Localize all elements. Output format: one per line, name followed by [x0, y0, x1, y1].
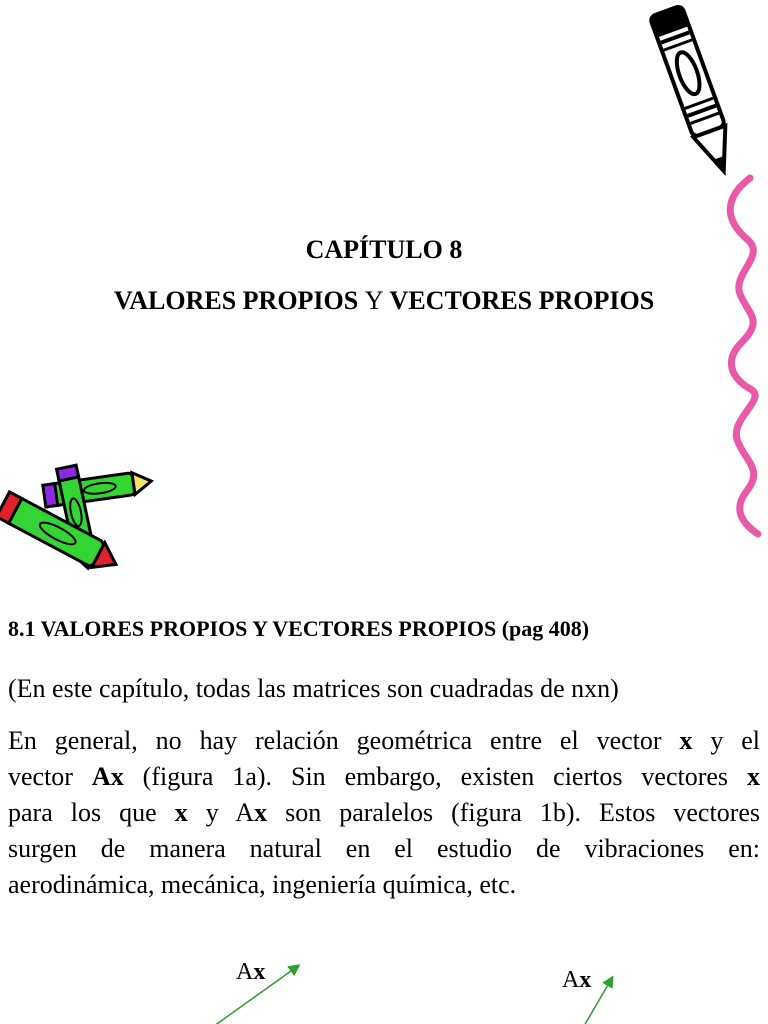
paragraph-line-5: aerodinámica, mecánica, ingeniería química, etc. — [8, 870, 517, 899]
figure-1b-label: Ax — [562, 967, 592, 993]
subtitle-part2: Y — [364, 286, 384, 315]
vector-ax-arrow-1b — [584, 978, 612, 1024]
section-heading: 8.1 VALORES PROPIOS Y VECTORES PROPIOS (pag 408) — [8, 616, 590, 641]
paragraph-line-4: surgen de manera natural en el estudio de vibraciones en: — [8, 834, 760, 863]
paragraph-line-1: En general, no hay relación geométrica entre el vector x y el — [8, 726, 761, 755]
chapter-subtitle — [0, 284, 768, 318]
chapter-title: CAPÍTULO 8 — [305, 235, 463, 264]
vector-arrows-figure — [0, 940, 768, 1024]
vector-ax-arrow-1a — [214, 966, 298, 1024]
crayons-icon — [0, 462, 160, 572]
intro-text: (En este capítulo, todas las matrices son cuadradas de nxn) — [8, 674, 619, 703]
paragraph-line-2: vector Ax (figura 1a). Sin embargo, existen ciertos vectores x — [8, 762, 760, 791]
figure-1a-label: Ax — [236, 959, 266, 985]
subtitle-part1: VALORES PROPIOS — [113, 286, 365, 315]
subtitle-part3: VECTORES PROPIOS — [383, 286, 655, 315]
paragraph-line-3: para los que x y Ax son paralelos (figura 1b). Estos vectores — [8, 798, 761, 827]
squiggle-decoration-icon — [718, 170, 768, 540]
body-paragraph — [8, 723, 760, 903]
pencil-icon — [640, 0, 750, 185]
